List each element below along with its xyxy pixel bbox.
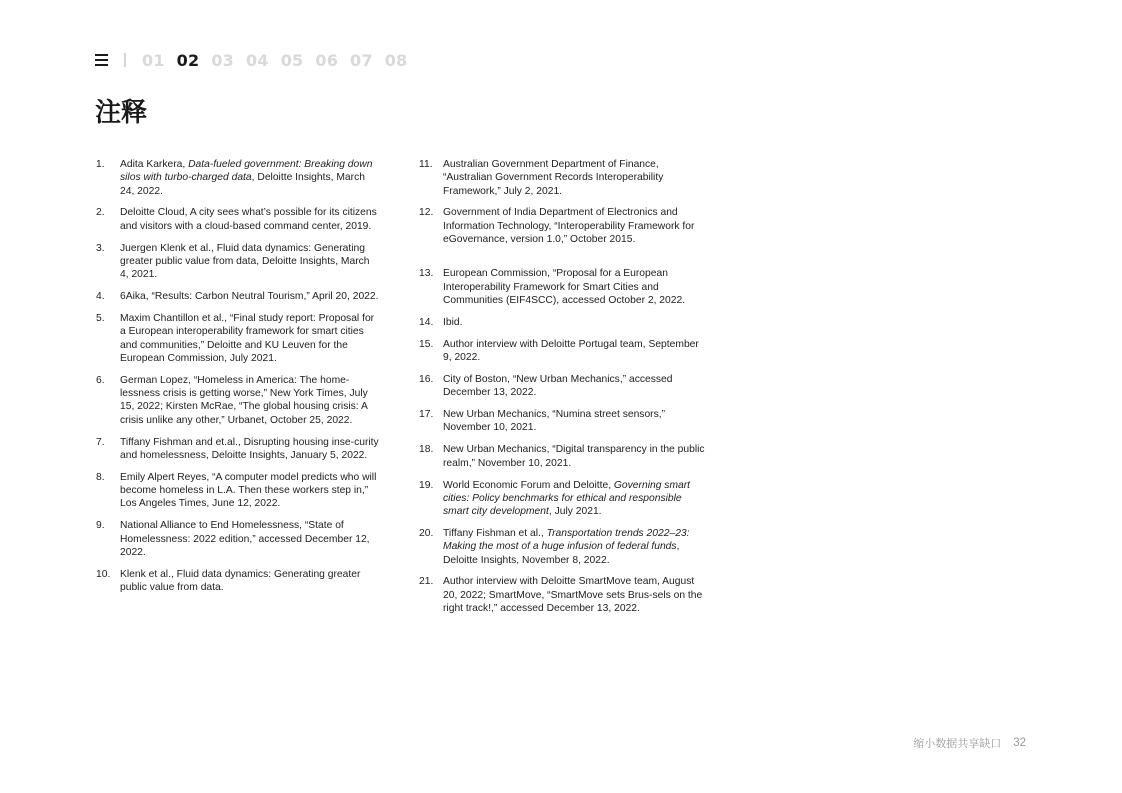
- note-item: [419, 443, 707, 470]
- note-text-part: German Lopez, “Homeless in America: The home-lessness crisis is getting worse,” New York Times, July 15, 2022; Kirsten McRae, “The global housing crisis: A crisis unlike any other,” Urbanet, October 25, 2022.: [120, 374, 368, 426]
- note-text: [443, 408, 707, 435]
- note-item: [419, 206, 707, 246]
- note-text: [120, 290, 380, 303]
- nav-section-04[interactable]: 04: [246, 50, 269, 70]
- note-text: [120, 374, 380, 427]
- note-number: 7.: [96, 436, 105, 448]
- note-text-part: , July 2021.: [548, 506, 602, 518]
- note-text-part: Emily Alpert Reyes, “A computer model predicts who will become homeless in L.A. Then these workers step in,” Los Angeles Times, June 12, 2022.: [120, 471, 377, 510]
- note-number: 19.: [419, 479, 434, 491]
- note-item: [96, 158, 380, 198]
- note-number: 21.: [419, 576, 434, 588]
- note-text-part: Government of India Department of Electronics and Information Technology, “Interoperability Framework for eGovernance, version 1.0,” October 2015.: [443, 207, 695, 246]
- note-text-part: New Urban Mechanics, “Digital transparency in the public realm,” November 10, 2021.: [443, 444, 705, 469]
- note-text-part: Juergen Klenk et al., Fluid data dynamics: Generating greater public value from data, Deloitte Insights, March 4, 2021.: [120, 242, 370, 281]
- note-item: [96, 436, 380, 463]
- note-text-part: Author interview with Deloitte SmartMove team, August 20, 2022; SmartMove, “SmartMove sets Brus-sels on the right track!,” accessed December 13, 2022.: [443, 576, 703, 615]
- note-text: [443, 267, 707, 307]
- note-text: [120, 436, 380, 463]
- note-number: 18.: [419, 444, 434, 456]
- note-title-italic: Transportation trends 2022–23: Making the most of a huge infusion of federal funds: [443, 527, 690, 553]
- note-text: [120, 158, 380, 198]
- note-text: [120, 312, 380, 365]
- note-number: 15.: [419, 338, 434, 350]
- note-text-part: Australian Government Department of Finance, “Australian Government Records Interoperability Framework,” July 2, 2021.: [443, 159, 664, 197]
- note-text: [120, 519, 380, 559]
- note-text-part: Maxim Chantillon et al., “Final study report: Proposal for a European interoperability framework for smart cities and communities,” Deloitte and KU Leuven for the European Commission, July 2021.: [120, 313, 375, 364]
- note-text: [120, 206, 380, 233]
- note-text-part: Adita Karkera,: [120, 159, 189, 170]
- note-item: [96, 242, 380, 282]
- note-text-part: Author interview with Deloitte Portugal team, September 9, 2022.: [443, 338, 699, 364]
- note-number: 10.: [96, 568, 111, 580]
- page-footer: [913, 735, 1026, 751]
- note-text-part: , Deloitte Insights, March 24, 2022.: [120, 172, 365, 197]
- note-number: 3.: [96, 242, 105, 254]
- note-item: [96, 568, 380, 595]
- note-number: 5.: [96, 313, 105, 325]
- note-text-part: World Economic Forum and Deloitte,: [443, 479, 614, 491]
- note-item: [96, 206, 380, 233]
- note-number: 17.: [419, 409, 434, 421]
- note-text-part: Deloitte Cloud, A city sees what’s possible for its citizens and visitors with a cloud-based command center, 2019.: [120, 207, 377, 232]
- notes-column-right: [419, 158, 707, 624]
- nav-section-02[interactable]: 02: [176, 50, 200, 70]
- note-number: 13.: [419, 268, 434, 280]
- section-nav: [95, 50, 419, 70]
- note-item: [419, 338, 707, 365]
- note-number: 20.: [419, 527, 434, 539]
- note-number: 4.: [96, 291, 105, 303]
- note-text: [120, 471, 380, 511]
- note-item: [419, 158, 707, 198]
- note-item: [96, 471, 380, 511]
- footer-title: 缩小数据共享缺口: [913, 737, 1002, 750]
- note-number: 8.: [96, 471, 105, 483]
- note-text-part: City of Boston, “New Urban Mechanics,” accessed December 13, 2022.: [443, 373, 673, 399]
- nav-section-03[interactable]: 03: [211, 50, 235, 70]
- nav-section-06[interactable]: 06: [315, 50, 339, 70]
- note-text: [443, 527, 707, 567]
- note-text-part: Klenk et al., Fluid data dynamics: Generating greater public value from data.: [120, 568, 361, 594]
- note-number: 6.: [96, 374, 105, 386]
- note-text-part: , Deloitte Insights, November 8, 2022.: [443, 541, 680, 566]
- note-text-part: Tiffany Fishman et al.,: [443, 527, 547, 539]
- nav-section-01[interactable]: 01: [142, 50, 165, 70]
- note-item: [419, 408, 707, 435]
- note-text: [443, 479, 707, 519]
- note-item: [419, 316, 707, 329]
- note-text-part: Ibid.: [443, 316, 463, 328]
- note-item: [419, 575, 707, 615]
- note-number: 16.: [419, 373, 434, 385]
- note-item: [419, 527, 707, 567]
- note-number: 1.: [96, 159, 105, 170]
- note-number: 12.: [419, 207, 434, 219]
- note-number: 14.: [419, 316, 434, 328]
- note-text-part: National Alliance to End Homelessness, “State of Homelessness: 2022 edition,” accessed December 12, 2022.: [120, 520, 370, 558]
- note-item: [96, 374, 380, 427]
- page-title: 注释: [95, 98, 148, 128]
- note-text: [443, 158, 707, 198]
- note-item: [96, 519, 380, 559]
- note-text: [443, 206, 707, 246]
- note-text: [120, 242, 380, 282]
- note-number: 2.: [96, 207, 105, 219]
- note-item: [96, 290, 380, 303]
- menu-icon[interactable]: [95, 54, 108, 66]
- notes-column-left: [96, 158, 380, 603]
- note-text: [443, 316, 707, 329]
- note-item: [419, 267, 707, 307]
- note-number: 9.: [96, 520, 105, 532]
- nav-section-08[interactable]: 08: [384, 50, 408, 70]
- note-title-italic: Governing smart cities: Policy benchmarks for ethical and responsible smart city development: [443, 479, 691, 518]
- note-text: [443, 443, 707, 470]
- note-text: [120, 568, 380, 595]
- note-text: [443, 373, 707, 400]
- note-text: [443, 338, 707, 365]
- note-text-part: New Urban Mechanics, “Numina street sensors,” November 10, 2021.: [443, 409, 666, 434]
- note-text-part: 6Aika, “Results: Carbon Neutral Tourism,” April 20, 2022.: [120, 291, 379, 303]
- nav-section-07[interactable]: 07: [350, 50, 373, 70]
- note-text-part: European Commission, “Proposal for a European Interoperability Framework for Smart Cities and Communities (EIF4SCC), accessed October 2, 2022.: [443, 268, 686, 306]
- page-number: 32: [1013, 737, 1026, 749]
- nav-section-05[interactable]: 05: [280, 50, 304, 70]
- note-title-italic: Data-fueled government: Breaking down silos with turbo-charged data: [120, 159, 373, 184]
- note-item: [96, 312, 380, 365]
- note-text-part: Tiffany Fishman and et.al., Disrupting housing inse-curity and homelessness, Deloitte Insights, January 5, 2022.: [120, 436, 379, 461]
- note-item: [419, 479, 707, 519]
- section-tabs: [142, 51, 419, 70]
- note-text: [443, 575, 707, 615]
- note-number: 11.: [419, 159, 433, 170]
- nav-separator: [124, 53, 126, 67]
- note-item: [419, 373, 707, 400]
